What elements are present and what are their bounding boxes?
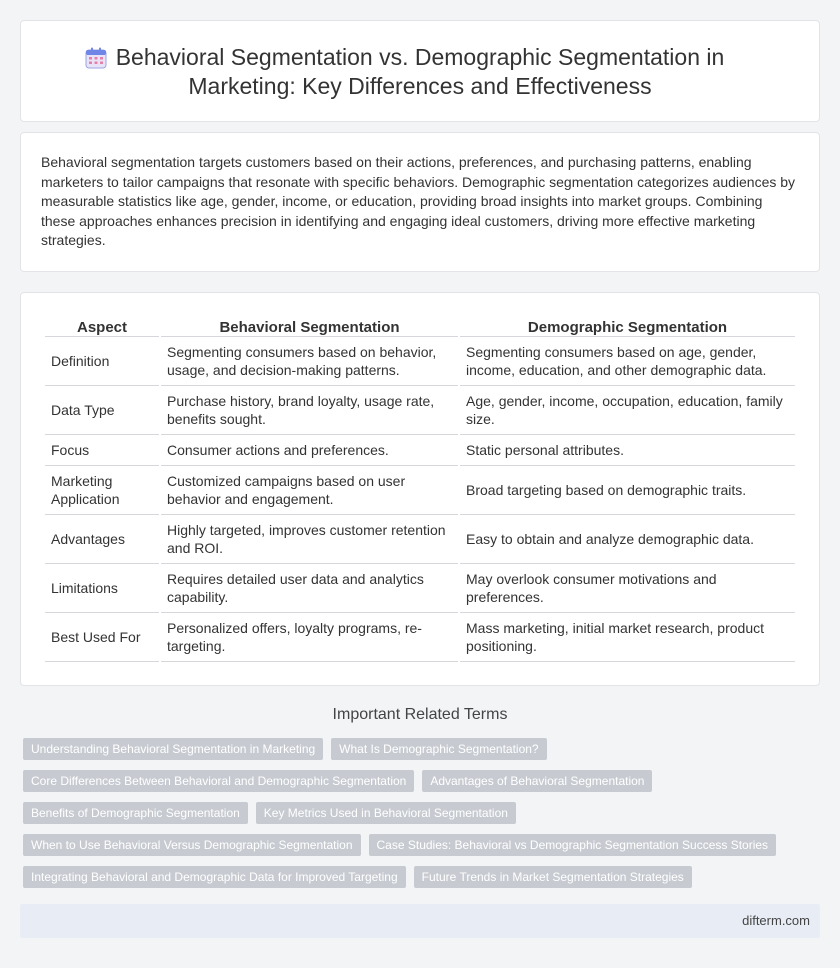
footer [20, 904, 820, 938]
comparison-card [20, 292, 820, 686]
cell-behavioral: Purchase history, brand loyalty, usage rate, benefits sought. [161, 386, 458, 435]
related-term-link[interactable]: Future Trends in Market Segmentation Strategies [414, 866, 692, 888]
related-term-link[interactable]: What Is Demographic Segmentation? [331, 738, 546, 760]
header-card [20, 20, 820, 122]
cell-behavioral: Customized campaigns based on user behavior and engagement. [161, 466, 458, 515]
cell-demographic: Segmenting consumers based on age, gender, income, education, and other demographic data. [460, 337, 795, 386]
comparison-table [43, 315, 797, 662]
related-term-link[interactable]: Benefits of Demographic Segmentation [23, 802, 248, 824]
header-demographic: Demographic Segmentation [460, 315, 795, 337]
cell-behavioral: Segmenting consumers based on behavior, usage, and decision-making patterns. [161, 337, 458, 386]
related-term-link[interactable]: Core Differences Between Behavioral and Demographic Segmentation [23, 770, 414, 792]
related-term-link[interactable]: Integrating Behavioral and Demographic Data for Improved Targeting [23, 866, 406, 888]
related-term-link[interactable]: Case Studies: Behavioral vs Demographic Segmentation Success Stories [369, 834, 777, 856]
related-term-link[interactable]: When to Use Behavioral Versus Demographic Segmentation [23, 834, 361, 856]
cell-aspect: Focus [45, 435, 159, 466]
cell-behavioral: Highly targeted, improves customer retention and ROI. [161, 515, 458, 564]
cell-aspect: Advantages [45, 515, 159, 564]
related-terms-list [23, 738, 823, 898]
table-row [45, 564, 795, 613]
table-row [45, 386, 795, 435]
cell-aspect: Data Type [45, 386, 159, 435]
cell-aspect: Definition [45, 337, 159, 386]
cell-demographic: Mass marketing, initial market research, product positioning. [460, 613, 795, 662]
cell-demographic: Age, gender, income, occupation, education, family size. [460, 386, 795, 435]
cell-aspect: Marketing Application [45, 466, 159, 515]
page-title-line1: Behavioral Segmentation vs. Demographic Segmentation in [115, 44, 725, 70]
cell-demographic: Broad targeting based on demographic traits. [460, 466, 795, 515]
cell-behavioral: Personalized offers, loyalty programs, re-targeting. [161, 613, 458, 662]
cell-demographic: Easy to obtain and analyze demographic data. [460, 515, 795, 564]
table-row [45, 515, 795, 564]
table-row [45, 613, 795, 662]
cell-behavioral: Consumer actions and preferences. [161, 435, 458, 466]
cell-aspect: Best Used For [45, 613, 159, 662]
related-term-link[interactable]: Understanding Behavioral Segmentation in Marketing [23, 738, 323, 760]
table-row [45, 466, 795, 515]
page-title-line2: Marketing: Key Differences and Effectiveness [188, 73, 652, 99]
page-title [21, 43, 819, 101]
cell-demographic: May overlook consumer motivations and preferences. [460, 564, 795, 613]
related-term-link[interactable]: Advantages of Behavioral Segmentation [422, 770, 652, 792]
cell-aspect: Limitations [45, 564, 159, 613]
related-term-link[interactable]: Key Metrics Used in Behavioral Segmentation [256, 802, 516, 824]
intro-text: Behavioral segmentation targets customers based on their actions, preferences, and purchasing patterns, enabling marketers to tailor campaigns that resonate with specific behaviors. Demographic segmentation categorizes audiences by measurable statistics like age, gender, income, or education, providing broad insights into market groups. Combining these approaches enhances precision in identifying and engaging ideal customers, driving more effective marketing strategies. [41, 154, 796, 248]
table-row [45, 337, 795, 386]
table-row [45, 435, 795, 466]
intro-card [20, 132, 820, 272]
table-header-row [45, 315, 795, 337]
header-behavioral: Behavioral Segmentation [161, 315, 458, 337]
cell-behavioral: Requires detailed user data and analytics capability. [161, 564, 458, 613]
header-aspect: Aspect [45, 315, 159, 337]
cell-demographic: Static personal attributes. [460, 435, 795, 466]
footer-site-name: difterm.com [742, 913, 810, 928]
related-terms-title: Important Related Terms [332, 706, 508, 723]
